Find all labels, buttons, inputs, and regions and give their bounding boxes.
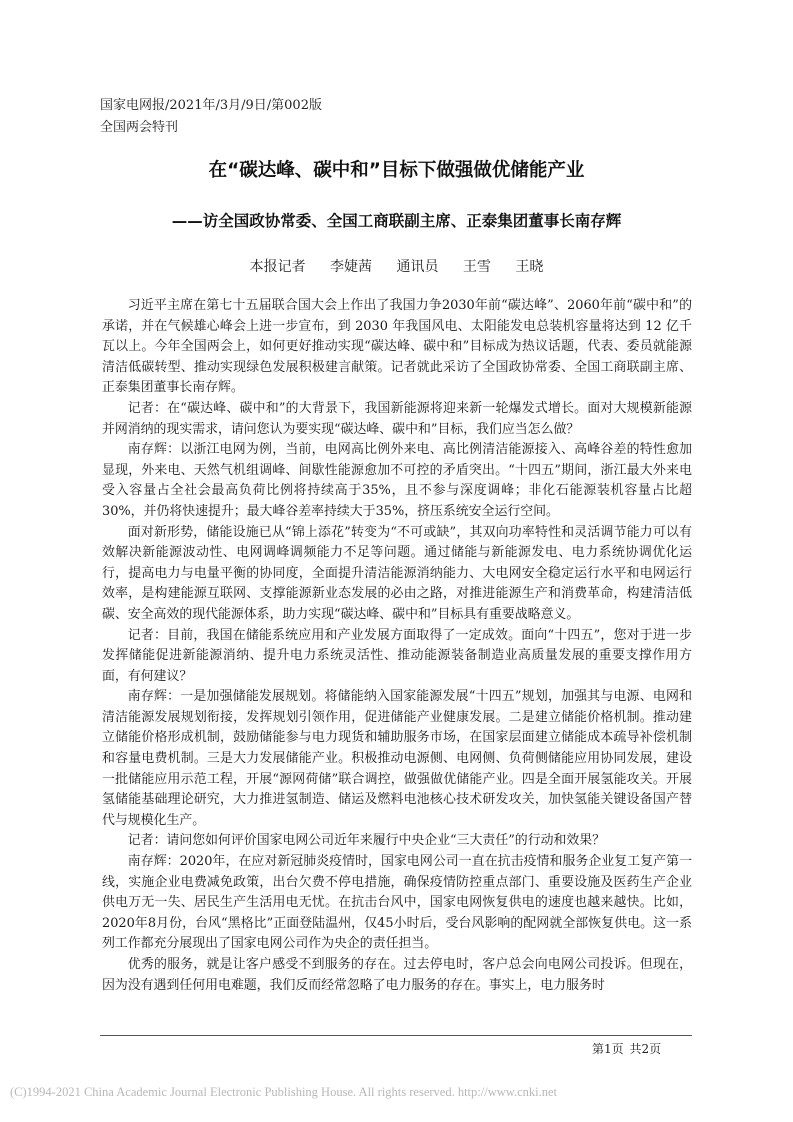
paragraph: 习近平主席在第七十五届联合国大会上作出了我国力争2030年前“碳达峰”、2060年前“碳中和”的承诺，并在气候雄心峰会上进一步宣布，到 2030 年我国风电、太阳能发电总装机容量将达到 12 亿千瓦以上。今年全国两会上，如何更好推动实现“碳达峰、碳中和”目标成为热议话题，代表、委员就能源清洁低碳转型、推动实现绿色发展积极建言献策。记者就此采访了全国政协常委、全国工商联副主席、正泰集团董事长南存辉。 [102, 298, 692, 396]
article-body [102, 296, 692, 996]
byline-name: 李婕茜 [330, 259, 373, 275]
byline-role: 本报记者 [249, 259, 306, 275]
article-title: 在“碳达峰、碳中和”目标下做强做优储能产业 [208, 160, 585, 181]
byline-name: 王雪 [462, 259, 491, 275]
copyright-footer: (C)1994-2021 China Academic Journal Electronic Publishing House. All rights reserved. http://www.cnki.net [10, 1085, 558, 1099]
paragraph: 南存辉：以浙江电网为例，当前，电网高比例外来电、高比例清洁能源接入、高峰谷差的特性愈加显现，外来电、天然气机组调峰、间歇性能源愈加不可控的矛盾突出。“十四五”期间，浙江最大外来电受入容量占全社会最高负荷比例将持续高于35%，且不参与深度调峰；非化石能源装机容量占比超30%，并仍将快速提升；最大峰谷差率持续大于35%，挤压系统安全运行空间。 [102, 442, 692, 519]
paragraph: 记者：目前，我国在储能系统应用和产业发展方面取得了一定成效。面向“十四五”，您对于进一步发挥储能促进新能源消纳、提升电力系统灵活性、推动能源装备制造业高质量发展的重要支撑作用方面，有何建议？ [102, 627, 692, 684]
page-total: 共2页 [629, 1042, 662, 1056]
column-label: 全国两会特刊 [100, 120, 179, 135]
paragraph: 优秀的服务，就是让客户感受不到服务的存在。过去停电时，客户总会向电网公司投诉。但现在，因为没有遇到任何用电难题，我们反而经常忽略了电力服务的存在。事实上，电力服务时 [102, 957, 692, 993]
paragraph: 南存辉：一是加强储能发展规划。将储能纳入国家能源发展“十四五”规划，加强其与电源、电网和清洁能源发展规划衔接，发挥规划引领作用，促进储能产业健康发展。二是建立储能价格机制。推动建立储能价格形成机制，鼓励储能参与电力现货和辅助服务市场，在国家层面建立储能成本疏导补偿机制和容量电费机制。三是大力发展储能产业。积极推动电源侧、电网侧、负荷侧储能应用协同发展，建设一批储能应用示范工程，开展“源网荷储”联合调控，做强做优储能产业。四是全面开展氢能攻关。开展氢储能基础理论研究，大力推进氢制造、储运及燃料电池核心技术研发攻关，加快氢能关键设备国产替代与规模化生产。 [102, 689, 692, 828]
byline-name: 王晓 [515, 259, 544, 275]
page-current: 第1页 [592, 1042, 624, 1056]
paragraph: 面对新形势，储能设施已从“锦上添花”转变为“不可或缺”，其双向功率特性和灵活调节能力可以有效解决新能源波动性、电网调峰调频能力不足等问题。通过储能与新能源发电、电力系统协调优化运行，提高电力与电量平衡的协同度，全面提升清洁能源消纳能力、大电网安全稳定运行水平和电网运行效率，是构建能源互联网、支撑能源新业态发展的必由之路，对推进能源生产和消费革命，构建清洁低碳、安全高效的现代能源体系，助力实现“碳达峰、碳中和”目标具有重要战略意义。 [102, 524, 692, 622]
article-subtitle: ——访全国政协常委、全国工商联副主席、正泰集团董事长南存辉 [171, 212, 622, 230]
paragraph: 记者：在“碳达峰、碳中和”的大背景下，我国新能源将迎来新一轮爆发式增长。面对大规模新能源并网消纳的现实需求，请问您认为要实现“碳达峰、碳中和”目标，我们应当怎么做？ [102, 400, 692, 437]
footer-divider [100, 1035, 692, 1036]
paragraph: 南存辉：2020年，在应对新冠肺炎疫情时，国家电网公司一直在抗击疫情和服务企业复工复产第一线，实施企业电费减免政策，出台欠费不停电措施，确保疫情防控重点部门、重要设施及医药生产企业供电万无一失、居民生产生活用电无忧。在抗击台风中，国家电网恢复供电的速度也越来越快。比如，2020年8月份，台风“黑格比”正面登陆温州，仅45小时后，受台风影响的配网就全部恢复供电。这一系列工作都充分展现出了国家电网公司作为央企的责任担当。 [102, 854, 692, 952]
page-number [592, 1040, 663, 1058]
source-line: 国家电网报/2021年/3月/9日/第002版 [100, 98, 322, 113]
paragraph: 记者：请问您如何评价国家电网公司近年来履行中央企业“三大责任”的行动和效果？ [127, 833, 606, 849]
byline-role: 通讯员 [396, 259, 439, 275]
byline [0, 256, 793, 278]
